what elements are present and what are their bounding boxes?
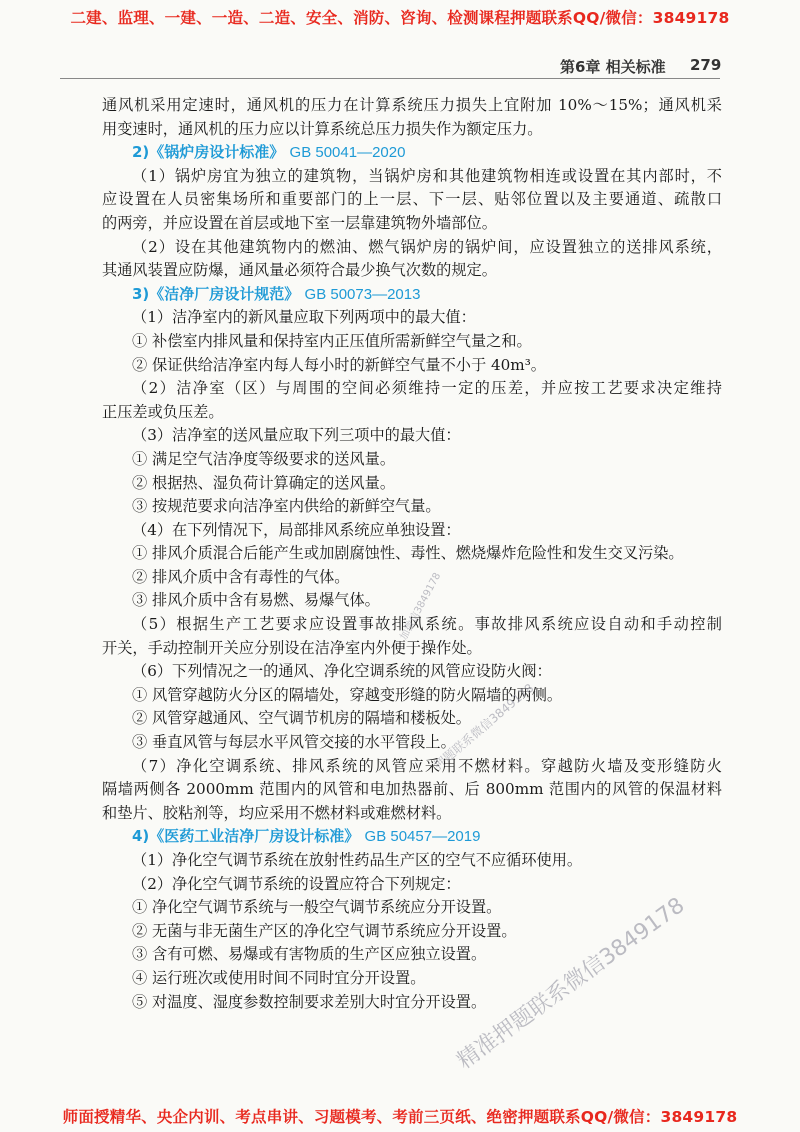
text-line: ③ 含有可燃、易爆或有害物质的生产区应独立设置。 bbox=[132, 945, 487, 964]
text-line: ③ 按规范要求向洁净室内供给的新鲜空气量。 bbox=[132, 497, 441, 516]
text-line: ③ 垂直风管与每层水平风管交接的水平管段上。 bbox=[132, 733, 456, 752]
text-line: （2）设在其他建筑物内的燃油、燃气锅炉房的锅炉间，应设置独立的送排风系统， bbox=[132, 237, 722, 256]
text-line: 正压差或负压差。 bbox=[102, 402, 224, 421]
page-body bbox=[102, 94, 722, 1014]
bottom-banner: 师面授精华、央企内训、考点串讲、习题模考、考前三页纸、绝密押题联系QQ/微信：3849178 bbox=[62, 1108, 738, 1126]
header-rule bbox=[60, 78, 720, 79]
chapter-title: 第6章 相关标准 bbox=[560, 58, 666, 76]
text-line: 隔墙两侧各 2000mm 范围内的风管和电加热器前、后 800mm 范围内的风管的保温材料 bbox=[102, 780, 722, 799]
text-line: ② 根据热、湿负荷计算确定的送风量。 bbox=[132, 473, 396, 492]
watermark: 加微信3849178 bbox=[398, 571, 444, 643]
watermark: 精准押题联系微信3849178 bbox=[452, 893, 690, 1075]
text-line: ② 风管穿越通风、空气调节机房的隔墙和楼板处。 bbox=[132, 709, 471, 728]
text-line: ① 补偿室内排风量和保持室内正压值所需新鲜空气量之和。 bbox=[132, 331, 532, 350]
text-line: ② 保证供给洁净室内每人每小时的新鲜空气量不小于 40m³。 bbox=[132, 355, 546, 374]
text-line: 用变速时，通风机的压力应以计算系统总压力损失作为额定压力。 bbox=[102, 119, 543, 138]
text-line: （1）锅炉房宜为独立的建筑物，当锅炉房和其他建筑物相连或设置在其内部时，不 bbox=[132, 166, 722, 185]
top-banner: 二建、监理、一建、一造、二造、安全、消防、咨询、检测课程押题联系QQ/微信：3849178 bbox=[70, 9, 730, 27]
page-number: 279 bbox=[690, 56, 722, 74]
section-title: 4)《医药工业洁净厂房设计标准》 bbox=[132, 827, 360, 846]
text-line: （7）净化空调系统、排风系统的风管应采用不燃材料。穿越防火墙及变形缝防火 bbox=[132, 756, 722, 775]
section-heading bbox=[102, 825, 722, 849]
text-line: （2）洁净室（区）与周围的空间必须维持一定的压差，并应按工艺要求决定维持 bbox=[132, 379, 722, 398]
standard-code: GB 50041—2020 bbox=[289, 144, 406, 162]
text-line: （5）根据生产工艺要求应设置事故排风系统。事故排风系统应设自动和手动控制 bbox=[132, 615, 722, 634]
text-line: 开关，手动控制开关应分别设在洁净室内外便于操作处。 bbox=[102, 638, 482, 657]
section-heading bbox=[102, 141, 722, 165]
text-line: （1）净化空气调节系统在放射性药品生产区的空气不应循环使用。 bbox=[132, 851, 583, 869]
section-heading bbox=[102, 283, 722, 307]
text-line: 的两旁，并应设置在首层或地下室一层靠建筑物外墙部位。 bbox=[102, 213, 497, 232]
text-line: （4）在下列情况下，局部排风系统应单独设置： bbox=[132, 520, 461, 539]
page-header bbox=[0, 56, 800, 78]
text-line: ② 排风介质中含有毒性的气体。 bbox=[132, 567, 350, 586]
section-title: 2)《锅炉房设计标准》 bbox=[132, 143, 285, 162]
text-line: 和垫片、胶粘剂等，均应采用不燃材料或难燃材料。 bbox=[102, 803, 452, 822]
text-line: （2）净化空气调节系统的设置应符合下列规定： bbox=[132, 874, 461, 893]
text-line: 应设置在人员密集场所和重要部门的上一层、下一层、贴邻位置以及主要通道、疏散口 bbox=[102, 190, 722, 209]
text-line: （6）下列情况之一的通风、净化空调系统的风管应设防火阀： bbox=[132, 662, 552, 681]
text-line: （3）洁净室的送风量应取下列三项中的最大值： bbox=[132, 426, 461, 445]
text-line: ④ 运行班次或使用时间不同时宜分开设置。 bbox=[132, 968, 426, 987]
text-line: ① 满足空气洁净度等级要求的送风量。 bbox=[132, 449, 396, 468]
text-line: ① 风管穿越防火分区的隔墙处，穿越变形缝的防火隔墙的两侧。 bbox=[132, 685, 563, 704]
standard-code: GB 50457—2019 bbox=[364, 828, 481, 846]
section-title: 3)《洁净厂房设计规范》 bbox=[132, 284, 300, 303]
text-line: （1）洁净室内的新风量应取下列两项中的最大值： bbox=[132, 308, 476, 327]
text-line: 通风机采用定速时，通风机的压力在计算系统压力损失上宜附加 10%～15%；通风机采 bbox=[102, 96, 722, 114]
text-line: ② 无菌与非无菌生产区的净化空气调节系统应分开设置。 bbox=[132, 921, 517, 940]
watermark: 押题联系微信3849178 bbox=[431, 680, 537, 773]
text-line: ⑤ 对温度、湿度参数控制要求差别大时宜分开设置。 bbox=[132, 992, 487, 1011]
text-line: 其通风装置应防爆，通风量必须符合最少换气次数的规定。 bbox=[102, 261, 497, 280]
text-line: ① 净化空气调节系统与一般空气调节系统应分开设置。 bbox=[132, 898, 502, 917]
text-line: ① 排风介质混合后能产生或加剧腐蚀性、毒性、燃烧爆炸危险性和发生交叉污染。 bbox=[132, 544, 684, 563]
standard-code: GB 50073—2013 bbox=[304, 285, 421, 303]
text-line: ③ 排风介质中含有易燃、易爆气体。 bbox=[132, 591, 380, 610]
